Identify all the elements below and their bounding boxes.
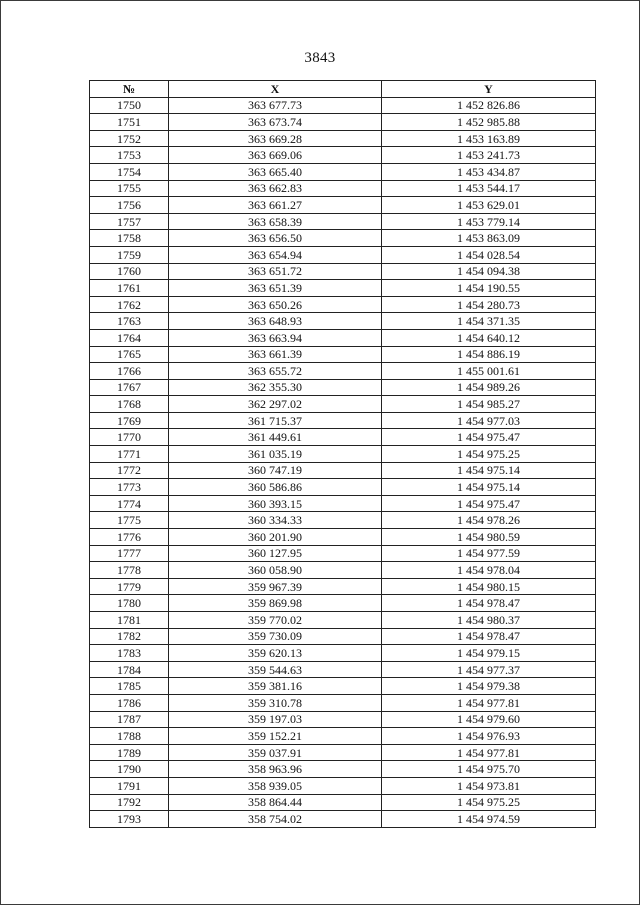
cell-x: 360 334.33: [169, 512, 382, 529]
cell-number: 1774: [90, 495, 169, 512]
cell-y: 1 454 977.03: [382, 412, 596, 429]
table-row: [90, 263, 596, 280]
header-number: №: [90, 81, 169, 98]
cell-x: 363 665.40: [169, 163, 382, 180]
cell-y: 1 453 779.14: [382, 213, 596, 230]
cell-number: 1750: [90, 97, 169, 114]
cell-x: 363 673.74: [169, 114, 382, 131]
coordinates-table: [89, 80, 596, 828]
cell-x: 363 669.06: [169, 147, 382, 164]
cell-x: 363 651.72: [169, 263, 382, 280]
cell-y: 1 454 978.47: [382, 595, 596, 612]
cell-number: 1782: [90, 628, 169, 645]
cell-x: 363 654.94: [169, 246, 382, 263]
table-row: [90, 180, 596, 197]
table-row: [90, 363, 596, 380]
cell-number: 1759: [90, 246, 169, 263]
table-row: [90, 761, 596, 778]
cell-x: 363 648.93: [169, 313, 382, 330]
cell-x: 359 197.03: [169, 711, 382, 728]
cell-y: 1 454 977.59: [382, 545, 596, 562]
cell-number: 1771: [90, 446, 169, 463]
table-row: [90, 230, 596, 247]
table-row: [90, 147, 596, 164]
cell-x: 361 715.37: [169, 412, 382, 429]
cell-number: 1761: [90, 280, 169, 297]
cell-y: 1 454 886.19: [382, 346, 596, 363]
cell-number: 1755: [90, 180, 169, 197]
cell-y: 1 454 977.37: [382, 661, 596, 678]
cell-number: 1765: [90, 346, 169, 363]
table-row: [90, 396, 596, 413]
table-row: [90, 97, 596, 114]
table-row: [90, 678, 596, 695]
cell-number: 1792: [90, 794, 169, 811]
table-row: [90, 661, 596, 678]
table-row: [90, 280, 596, 297]
table-row: [90, 346, 596, 363]
cell-x: 362 355.30: [169, 379, 382, 396]
cell-number: 1769: [90, 412, 169, 429]
cell-y: 1 453 241.73: [382, 147, 596, 164]
cell-number: 1779: [90, 578, 169, 595]
cell-x: 360 201.90: [169, 529, 382, 546]
cell-number: 1770: [90, 429, 169, 446]
cell-y: 1 454 975.47: [382, 429, 596, 446]
cell-x: 363 661.27: [169, 197, 382, 214]
cell-y: 1 454 975.25: [382, 446, 596, 463]
cell-x: 363 658.39: [169, 213, 382, 230]
cell-y: 1 454 978.04: [382, 562, 596, 579]
cell-x: 363 651.39: [169, 280, 382, 297]
table-row: [90, 163, 596, 180]
cell-y: 1 454 975.25: [382, 794, 596, 811]
cell-y: 1 452 985.88: [382, 114, 596, 131]
cell-number: 1773: [90, 479, 169, 496]
cell-x: 362 297.02: [169, 396, 382, 413]
cell-number: 1785: [90, 678, 169, 695]
cell-x: 359 967.39: [169, 578, 382, 595]
cell-x: 363 663.94: [169, 329, 382, 346]
cell-x: 359 544.63: [169, 661, 382, 678]
cell-y: 1 454 094.38: [382, 263, 596, 280]
cell-number: 1780: [90, 595, 169, 612]
cell-x: 363 662.83: [169, 180, 382, 197]
page-number: 3843: [304, 50, 336, 66]
cell-x: 358 754.02: [169, 811, 382, 828]
cell-y: 1 453 434.87: [382, 163, 596, 180]
cell-x: 361 035.19: [169, 446, 382, 463]
table-row: [90, 495, 596, 512]
header-y: Y: [382, 81, 596, 98]
cell-y: 1 454 980.59: [382, 529, 596, 546]
cell-y: 1 454 640.12: [382, 329, 596, 346]
cell-x: 363 650.26: [169, 296, 382, 313]
cell-x: 360 586.86: [169, 479, 382, 496]
table-row: [90, 545, 596, 562]
cell-y: 1 454 979.60: [382, 711, 596, 728]
table-row: [90, 313, 596, 330]
cell-number: 1786: [90, 694, 169, 711]
table-row: [90, 197, 596, 214]
cell-number: 1760: [90, 263, 169, 280]
cell-y: 1 454 975.14: [382, 479, 596, 496]
cell-y: 1 453 163.89: [382, 130, 596, 147]
cell-x: 359 381.16: [169, 678, 382, 695]
cell-number: 1758: [90, 230, 169, 247]
cell-y: 1 454 975.47: [382, 495, 596, 512]
cell-y: 1 454 979.15: [382, 645, 596, 662]
cell-x: 361 449.61: [169, 429, 382, 446]
table-row: [90, 562, 596, 579]
cell-number: 1766: [90, 363, 169, 380]
cell-x: 363 656.50: [169, 230, 382, 247]
table-row: [90, 811, 596, 828]
cell-x: 359 770.02: [169, 612, 382, 629]
cell-number: 1763: [90, 313, 169, 330]
cell-number: 1751: [90, 114, 169, 131]
table-row: [90, 529, 596, 546]
cell-y: 1 454 973.81: [382, 777, 596, 794]
table-row: [90, 645, 596, 662]
cell-y: 1 454 976.93: [382, 728, 596, 745]
cell-x: 363 655.72: [169, 363, 382, 380]
cell-y: 1 453 863.09: [382, 230, 596, 247]
table-row: [90, 246, 596, 263]
cell-y: 1 453 629.01: [382, 197, 596, 214]
cell-x: 359 037.91: [169, 744, 382, 761]
cell-number: 1778: [90, 562, 169, 579]
cell-number: 1776: [90, 529, 169, 546]
cell-number: 1767: [90, 379, 169, 396]
table-row: [90, 412, 596, 429]
table-row: [90, 429, 596, 446]
cell-x: 360 127.95: [169, 545, 382, 562]
cell-number: 1756: [90, 197, 169, 214]
cell-y: 1 454 975.70: [382, 761, 596, 778]
cell-number: 1788: [90, 728, 169, 745]
table-row: [90, 130, 596, 147]
header-x: X: [169, 81, 382, 98]
cell-y: 1 454 977.81: [382, 744, 596, 761]
table-header: [90, 81, 596, 98]
table-row: [90, 512, 596, 529]
cell-y: 1 454 980.15: [382, 578, 596, 595]
cell-number: 1764: [90, 329, 169, 346]
cell-number: 1781: [90, 612, 169, 629]
cell-number: 1783: [90, 645, 169, 662]
cell-x: 359 730.09: [169, 628, 382, 645]
cell-y: 1 454 979.38: [382, 678, 596, 695]
header-row: [90, 81, 596, 98]
cell-number: 1768: [90, 396, 169, 413]
cell-y: 1 454 190.55: [382, 280, 596, 297]
table-row: [90, 213, 596, 230]
cell-number: 1754: [90, 163, 169, 180]
cell-y: 1 454 989.26: [382, 379, 596, 396]
cell-y: 1 454 978.47: [382, 628, 596, 645]
cell-y: 1 452 826.86: [382, 97, 596, 114]
table-row: [90, 794, 596, 811]
cell-number: 1752: [90, 130, 169, 147]
table-row: [90, 694, 596, 711]
table-row: [90, 711, 596, 728]
table-row: [90, 379, 596, 396]
cell-y: 1 453 544.17: [382, 180, 596, 197]
cell-y: 1 454 978.26: [382, 512, 596, 529]
cell-x: 358 939.05: [169, 777, 382, 794]
table-row: [90, 744, 596, 761]
table-row: [90, 446, 596, 463]
cell-number: 1777: [90, 545, 169, 562]
cell-x: 363 677.73: [169, 97, 382, 114]
cell-x: 359 152.21: [169, 728, 382, 745]
cell-y: 1 454 280.73: [382, 296, 596, 313]
cell-y: 1 454 977.81: [382, 694, 596, 711]
table-row: [90, 777, 596, 794]
cell-x: 360 393.15: [169, 495, 382, 512]
cell-x: 363 661.39: [169, 346, 382, 363]
table-row: [90, 628, 596, 645]
table-row: [90, 728, 596, 745]
table-row: [90, 578, 596, 595]
table-row: [90, 329, 596, 346]
cell-x: 359 620.13: [169, 645, 382, 662]
cell-y: 1 454 975.14: [382, 462, 596, 479]
cell-number: 1775: [90, 512, 169, 529]
cell-number: 1762: [90, 296, 169, 313]
cell-y: 1 454 974.59: [382, 811, 596, 828]
table-row: [90, 462, 596, 479]
cell-x: 358 864.44: [169, 794, 382, 811]
cell-y: 1 455 001.61: [382, 363, 596, 380]
cell-number: 1787: [90, 711, 169, 728]
cell-x: 359 869.98: [169, 595, 382, 612]
cell-number: 1772: [90, 462, 169, 479]
cell-number: 1789: [90, 744, 169, 761]
cell-y: 1 454 985.27: [382, 396, 596, 413]
cell-x: 363 669.28: [169, 130, 382, 147]
table-row: [90, 612, 596, 629]
cell-y: 1 454 980.37: [382, 612, 596, 629]
cell-x: 359 310.78: [169, 694, 382, 711]
cell-x: 360 747.19: [169, 462, 382, 479]
cell-x: 360 058.90: [169, 562, 382, 579]
cell-number: 1757: [90, 213, 169, 230]
cell-y: 1 454 371.35: [382, 313, 596, 330]
cell-number: 1784: [90, 661, 169, 678]
table-body: [90, 97, 596, 827]
table-row: [90, 296, 596, 313]
cell-number: 1790: [90, 761, 169, 778]
cell-y: 1 454 028.54: [382, 246, 596, 263]
table-row: [90, 479, 596, 496]
cell-number: 1793: [90, 811, 169, 828]
cell-x: 358 963.96: [169, 761, 382, 778]
cell-number: 1791: [90, 777, 169, 794]
cell-number: 1753: [90, 147, 169, 164]
table-row: [90, 595, 596, 612]
table-row: [90, 114, 596, 131]
